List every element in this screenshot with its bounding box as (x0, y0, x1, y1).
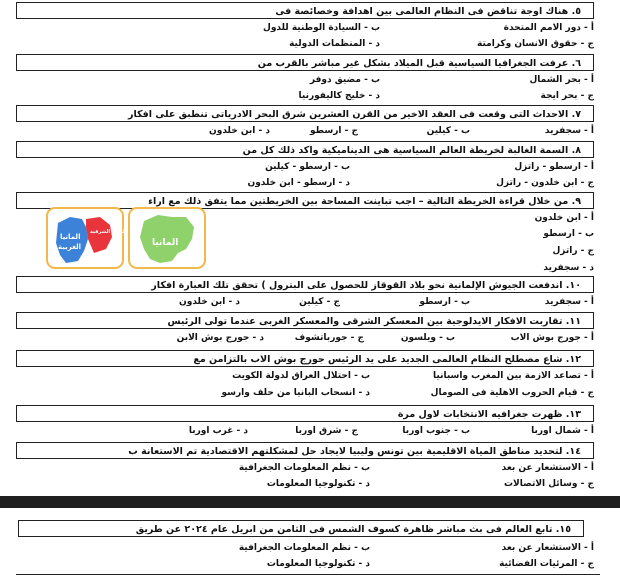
option-d[interactable]: د - تكنولوجيا المعلومات (266, 479, 370, 489)
option-b[interactable]: ب - ارسطو - كيلين (265, 162, 350, 172)
question-number: ١٢. (565, 354, 581, 365)
question-text: هناك اوجة تناقض فى النظام العالمى بين اهدافة وخصائصة فى (275, 6, 569, 17)
option-b[interactable]: ب - ارسطو (419, 297, 470, 307)
question-7 (16, 105, 594, 122)
option-b[interactable]: ب - السيادة الوطنية للدول (263, 23, 380, 33)
question-15 (18, 520, 584, 537)
option-d[interactable]: د - انسحاب البانيا من حلف وارسو (221, 388, 370, 398)
option-d[interactable]: د - المنظمات الدولية (289, 39, 380, 49)
question-text: لتحديد مناطق المياة الاقليمية بين تونس وليبيا لايجاد حل لمشكلتهم الاقتصادية تم الاستعانة ب (128, 446, 563, 457)
option-c[interactable]: ج - بحر ايجة (540, 91, 594, 101)
east-label: المانيا الشرقية (90, 229, 127, 235)
option-a[interactable]: أ - ابن خلدون (534, 213, 594, 223)
question-number: ١١. (565, 316, 581, 327)
option-a[interactable]: أ - دور الامم المتحدة (503, 23, 594, 33)
divided-germany-svg (48, 209, 127, 267)
question-6 (16, 54, 594, 71)
option-d[interactable]: د - سجفريد (543, 263, 594, 273)
option-c[interactable]: ج - حقوق الانسان وكرامتة (476, 39, 594, 49)
question-14 (16, 442, 594, 459)
option-c[interactable]: ج - ابن خلدون - راتزل (496, 178, 594, 188)
question-number: ٦. (571, 58, 581, 69)
question-text: شاع مصطلح النظام العالمى الجديد على يد الرئيس جورج بوش الاب بالتزامن مع (193, 354, 563, 365)
unified-label: المانيا (152, 238, 179, 248)
question-12 (16, 350, 594, 367)
option-d[interactable]: د - ابن خلدون (209, 126, 270, 136)
question-number: ١٥. (555, 524, 571, 535)
question-number: ١٤. (565, 446, 581, 457)
question-text: ظهرت جغرافيه الانتخابات لاول مرة (397, 409, 563, 420)
option-c[interactable]: ج - وسائل الاتصالات (503, 479, 594, 489)
option-c[interactable]: ج - ارسطو (309, 126, 358, 136)
question-number: ٧. (571, 109, 581, 120)
unified-germany-map (128, 207, 206, 269)
question-10 (16, 276, 594, 293)
question-number: ١٣. (565, 409, 581, 420)
option-d[interactable]: د - ابن خلدون (179, 297, 240, 307)
page-separator (0, 496, 620, 508)
question-number: ٨. (571, 145, 581, 156)
option-d[interactable]: د - ارسطو - ابن خلدون (247, 178, 350, 188)
west-label-2: الغربية (58, 243, 82, 251)
option-b[interactable]: ب - احتلال العراق لدولة الكويت (232, 371, 370, 381)
option-a[interactable]: أ - شمال اوربا (531, 426, 594, 436)
option-a[interactable]: أ - سجفريد (544, 126, 594, 136)
question-number: ٥. (571, 6, 581, 17)
option-b[interactable]: ب - ويلسون (400, 333, 455, 343)
option-b[interactable]: ب - نظم المعلومات الجغرافية (238, 543, 370, 553)
option-c[interactable]: ج - راتزل (552, 246, 594, 256)
option-c[interactable]: ج - قيام الحروب الاهلية فى الصومال (430, 388, 594, 398)
option-b[interactable]: ب - كيلين (426, 126, 470, 136)
question-text: الاحداث التى وقعت فى العقد الاخير من القرن العشرين شرق البحر الادرياتى تنطبق على افكار (127, 109, 569, 120)
option-d[interactable]: د - جورج بوش الابن (176, 333, 264, 343)
option-d[interactable]: د - غرب اوربا (188, 426, 248, 436)
option-c[interactable]: ج - كيلين (299, 297, 340, 307)
question-11 (16, 312, 594, 329)
option-d[interactable]: د - خليج كاليفورنيا (298, 91, 380, 101)
option-a[interactable]: أ - ارسطو - راتزل (514, 162, 594, 172)
question-text: من خلال قراءة الخريطة التالية – اجب تباينت المساحة بين الخريطتين مما يتفق ذلك مع اراء (148, 196, 569, 207)
question-5 (16, 2, 594, 19)
question-text: تقاربت الافكار الايدلوجية بين المعسكر الشرقى والمعسكر الغربى عندما تولى الرئيس (167, 316, 563, 327)
bottom-rule (16, 574, 600, 575)
option-a[interactable]: أ - سجفريد (544, 297, 594, 307)
west-label-1: المانيا (60, 233, 81, 241)
option-a[interactable]: أ - الاستشعار عن بعد (501, 463, 594, 473)
option-c[interactable]: ج - شرق اوربا (295, 426, 358, 436)
question-8 (16, 141, 594, 158)
option-b[interactable]: ب - نظم المعلومات الجغرافية (238, 463, 370, 473)
option-b[interactable]: ب - مضيق دوفر (309, 75, 380, 85)
question-number: ١٠. (565, 280, 581, 291)
option-a[interactable]: أ - تصاعد الازمة بين المغرب واسبانيا (433, 371, 594, 381)
unified-germany-svg (130, 209, 204, 267)
exam-page-bottom (0, 508, 620, 576)
question-text: عرفت الجغرافيا السياسية قبل الميلاد بشكل غير مباشر بالقرب من (257, 58, 569, 69)
option-b[interactable]: ب - ارسطو (543, 229, 594, 239)
option-a[interactable]: أ - بحر الشمال (529, 75, 594, 85)
option-d[interactable]: د - تكنولوجيا المعلومات (266, 559, 370, 569)
divided-germany-map (46, 207, 127, 269)
option-a[interactable]: أ - جورج بوش الاب (510, 333, 594, 343)
question-text: تابع العالم فى بث مباشر ظاهرة كسوف الشمس فى الثامن من ابريل عام ٢٠٢٤ عن طريق (135, 524, 553, 535)
question-text: اندفعت الجيوش الإلمانية نحو بلاد القوقاز للحصول على البترول ) تحقق تلك العبارة افكار (151, 280, 563, 291)
option-c[interactable]: ج - المرئيات الفضائية (499, 559, 594, 569)
question-number: ٩. (571, 196, 581, 207)
option-a[interactable]: أ - الاستشعار عن بعد (501, 543, 594, 553)
question-13 (16, 405, 594, 422)
question-text: السمة الغالبة لخريطة العالم السياسية هى الديناميكية واكد ذلك كل من (242, 145, 569, 156)
germany-maps-figure (46, 207, 208, 269)
east-germany-shape (86, 217, 112, 253)
option-c[interactable]: ج - جورباتشوف (294, 333, 364, 343)
option-b[interactable]: ب - جنوب اوربا (402, 426, 470, 436)
